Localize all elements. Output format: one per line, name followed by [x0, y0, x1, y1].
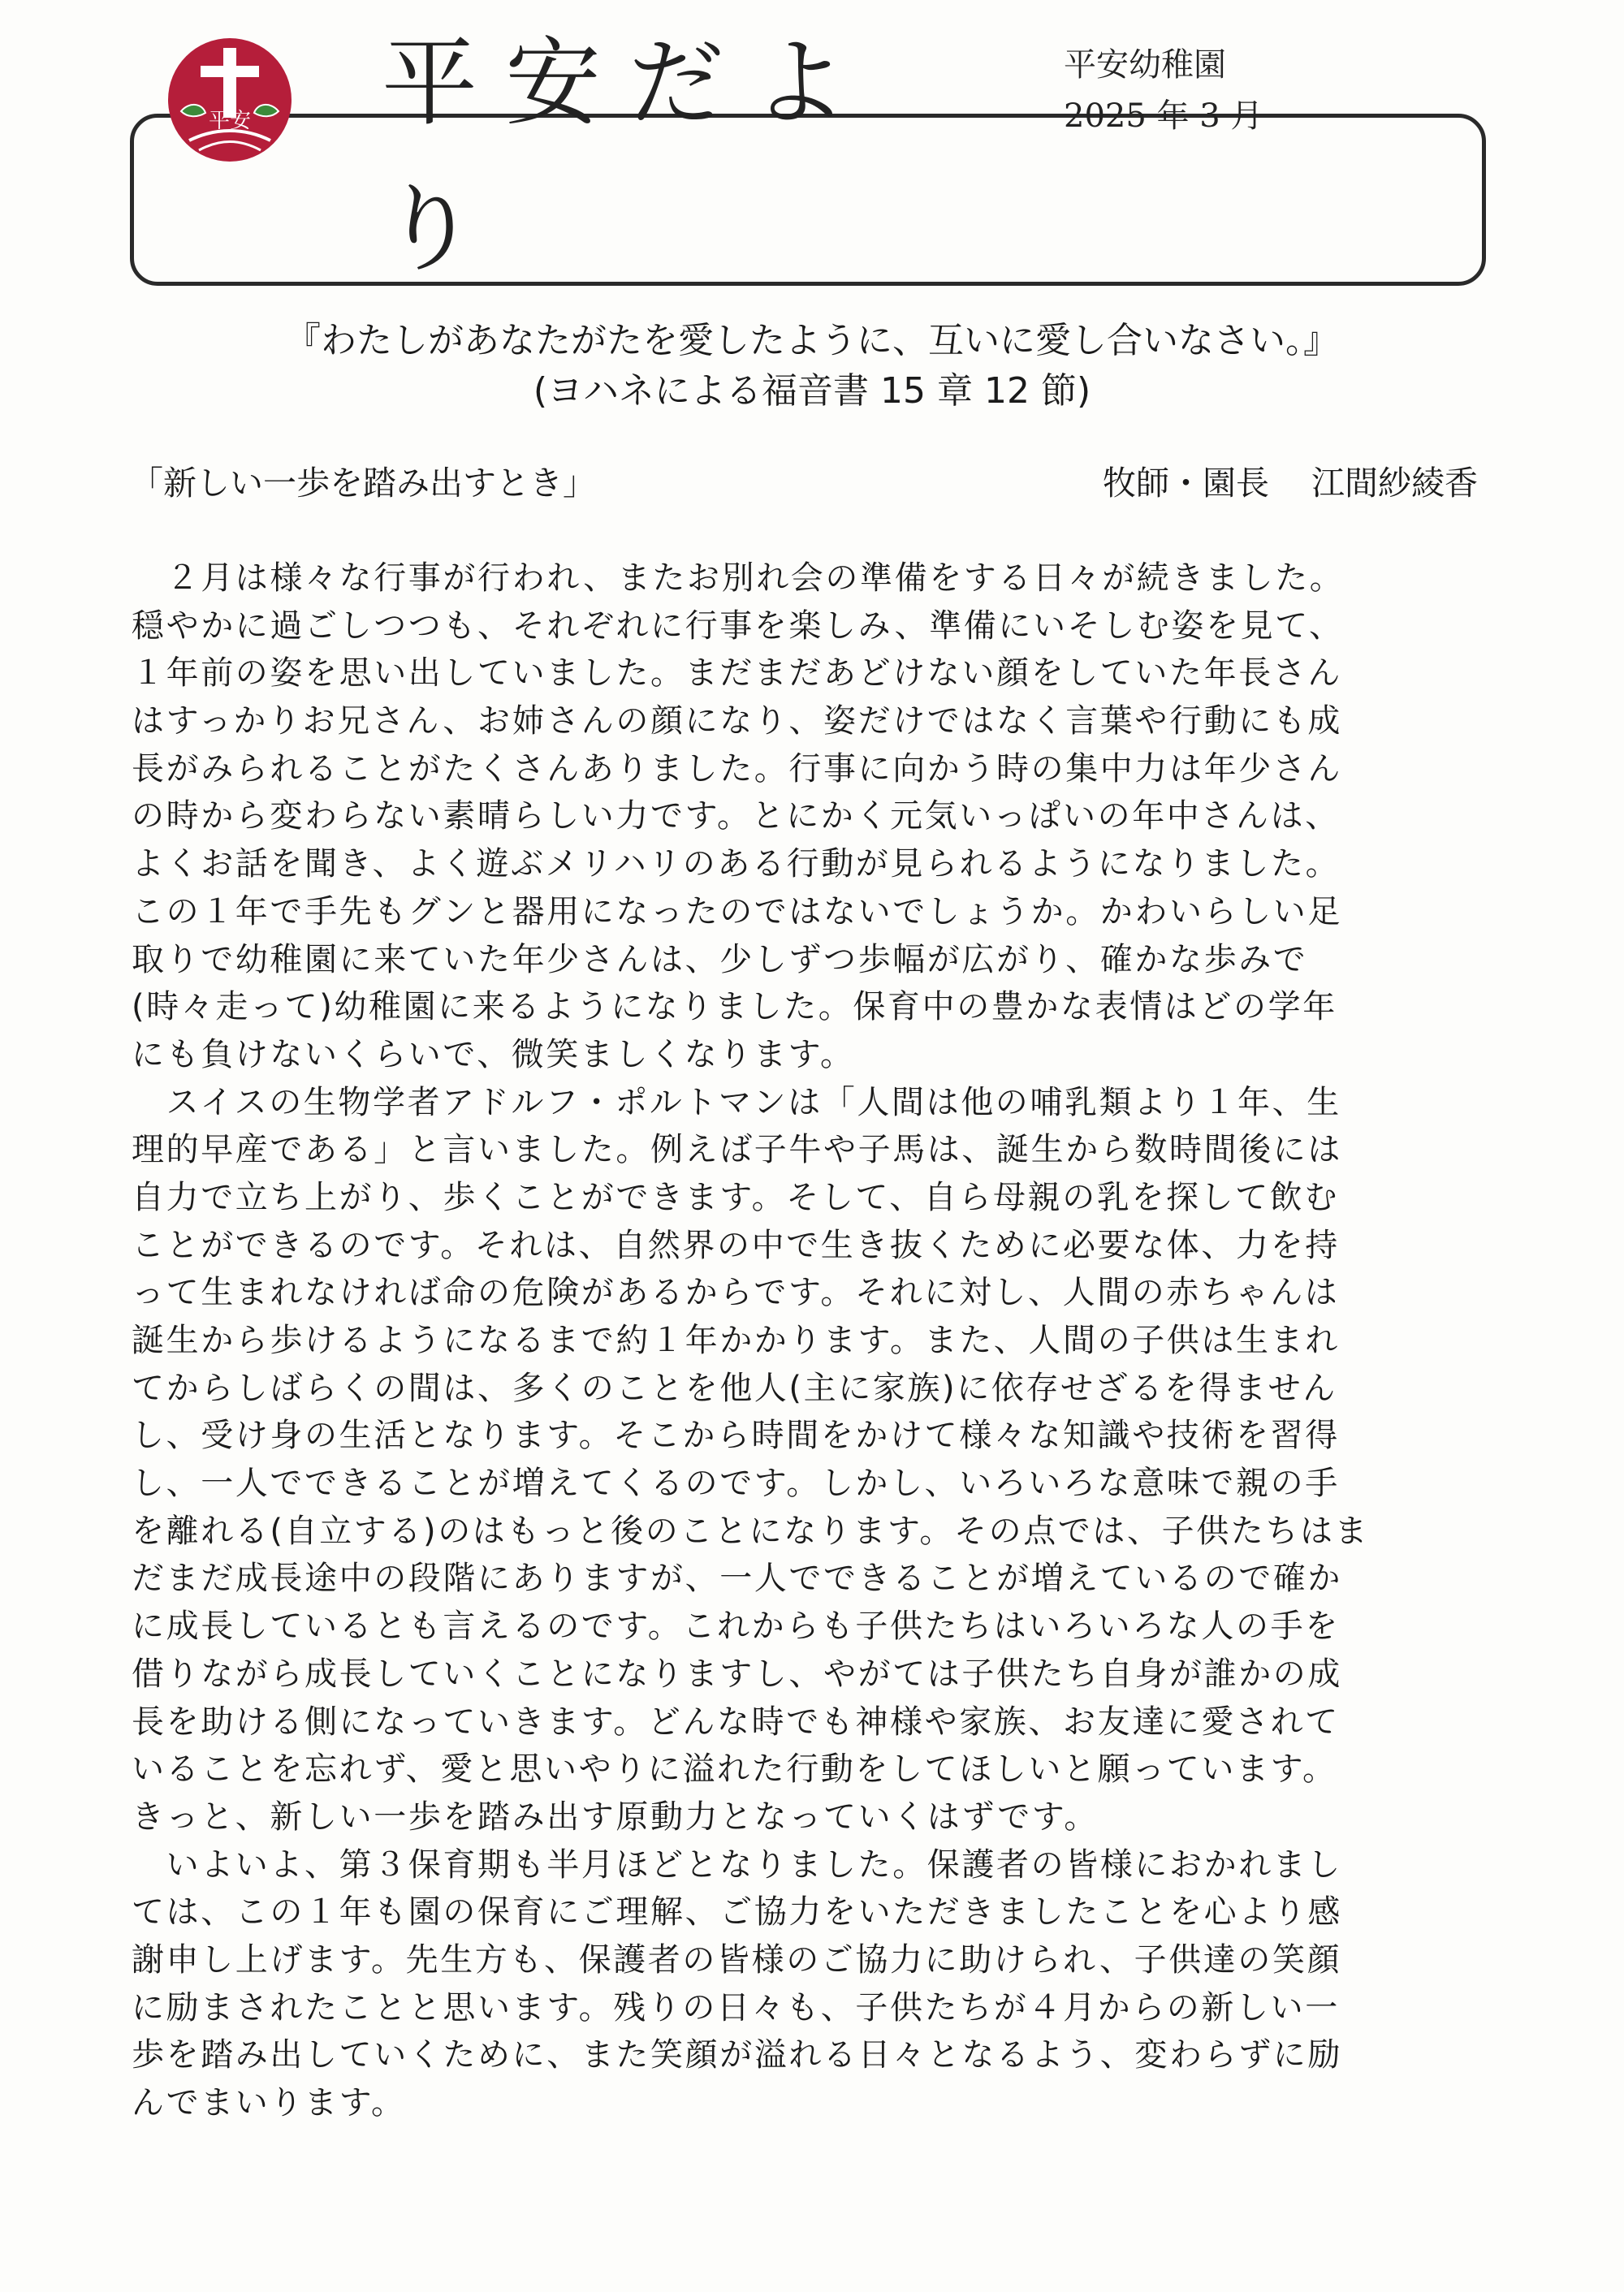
body-line: いることを忘れず、愛と思いやりに溢れた行動をしてほしいと願っています。: [132, 1750, 1337, 1789]
body-line: 謝申し上げます。先生方も、保護者の皆様のご協力に助けられ、子供達の笑顔: [132, 1940, 1342, 1979]
body-line: し、受け身の生活となります。そこから時間をかけて様々な知識や技術を習得: [132, 1417, 1340, 1455]
body-line: きっと、新しい一歩を踏み出す原動力となっていくはずです。: [132, 1798, 1099, 1836]
body-line: 借りながら成長していくことになりますし、やがては子供たち自身が誰かの成: [132, 1655, 1342, 1693]
body-line: 歩を踏み出していくために、また笑顔が溢れる日々となるよう、変わらずに励: [132, 2036, 1342, 2074]
body-line: ては、この１年も園の保育にご理解、ご協力をいただきましたことを心より感: [132, 1893, 1342, 1932]
body-line: だまだ成長途中の段階にありますが、一人でできることが増えているので確か: [132, 1560, 1342, 1598]
author-role: 牧師・園長: [1103, 464, 1269, 503]
body-line: を離れる(自立する)のはもっと後のことになります。その点では、子供たちはま: [132, 1512, 1370, 1550]
body-line: ２月は様々な行事が行われ、またお別れ会の準備をする日々が続きました。: [132, 559, 1345, 597]
author-byline: [1103, 459, 1478, 507]
bible-verse: 『わたしがあなたがたを愛したように、互いに愛し合いなさい。』: [285, 320, 1339, 361]
newsletter-title: 平安だより: [382, 27, 876, 285]
body-line: はすっかりお兄さん、お姉さんの顔になり、姿だけではなく言葉や行動にも成: [132, 702, 1342, 740]
body-line: 長を助ける側になっていきます。どんな時でも神様や家族、お友達に愛されて: [132, 1703, 1340, 1741]
body-line: スイスの生物学者アドルフ・ポルトマンは「人間は他の哺乳類より１年、生: [132, 1083, 1341, 1121]
body-line: にも負けないくらいで、微笑ましくなります。: [132, 1035, 855, 1073]
issue-date: 2025 年 3 月: [1064, 97, 1263, 135]
author-name: 江間紗綾香: [1311, 464, 1478, 503]
body-line: し、一人でできることが増えてくるのです。しかし、いろいろな意味で親の手: [132, 1465, 1340, 1503]
article-body: [132, 555, 1496, 2127]
cross-emblem-icon: [166, 37, 293, 163]
body-line: この１年で手先もグンと器用になったのではないでしょうか。かわいらしい足: [132, 892, 1342, 930]
body-line: って生まれなければ命の危険があるからです。それに対し、人間の赤ちゃんは: [132, 1274, 1340, 1312]
body-line: ことができるのです。それは、自然界の中で生き抜くために必要な体、力を持: [132, 1226, 1340, 1264]
body-line: てからしばらくの間は、多くのことを他人(主に家族)に依存せざるを得ません: [132, 1369, 1337, 1407]
article-title: 「新しい一歩を踏み出すとき」: [130, 464, 596, 503]
body-line: よくお話を聞き、よく遊ぶメリハリのある行動が見られるようになりました。: [132, 845, 1341, 883]
body-line: 長がみられることがたくさんありました。行事に向かう時の集中力は年少さん: [132, 749, 1342, 788]
verse-reference: (ヨハネによる福音書 15 章 12 節): [533, 370, 1091, 412]
body-line: いよいよ、第３保育期も半月ほどとなりました。保護者の皆様におかれまし: [132, 1845, 1342, 1884]
body-line: んでまいります。: [132, 2084, 406, 2122]
body-line: (時々走って)幼稚園に来るようになりました。保育中の豊かな表情はどの学年: [132, 988, 1337, 1026]
school-name: 平安幼稚園: [1064, 46, 1226, 84]
body-line: 取りで幼稚園に来ていた年少さんは、少しずつ歩幅が広がり、確かな歩みで: [132, 940, 1308, 978]
body-line: 理的早産である」と言いました。例えば子牛や子馬は、誕生から数時間後には: [132, 1131, 1342, 1169]
body-line: の時から変わらない素晴らしい力です。とにかく元気いっぱいの年中さんは、: [132, 797, 1340, 835]
logo-text: 平安: [208, 109, 252, 133]
body-line: 穏やかに過ごしつつも、それぞれに行事を楽しみ、準備にいそしむ姿を見て、: [132, 606, 1344, 645]
body-line: １年前の姿を思い出していました。まだまだあどけない顔をしていた年長さん: [132, 654, 1342, 693]
body-line: に励まされたことと思います。残りの日々も、子供たちが４月からの新しい一: [132, 1988, 1340, 2027]
body-line: 誕生から歩けるようになるまで約１年かかります。また、人間の子供は生まれ: [132, 1322, 1340, 1359]
body-line: に成長しているとも言えるのです。これからも子供たちはいろいろな人の手を: [132, 1608, 1340, 1646]
body-line: 自力で立ち上がり、歩くことができます。そして、自ら母親の乳を探して飲む: [132, 1178, 1339, 1216]
